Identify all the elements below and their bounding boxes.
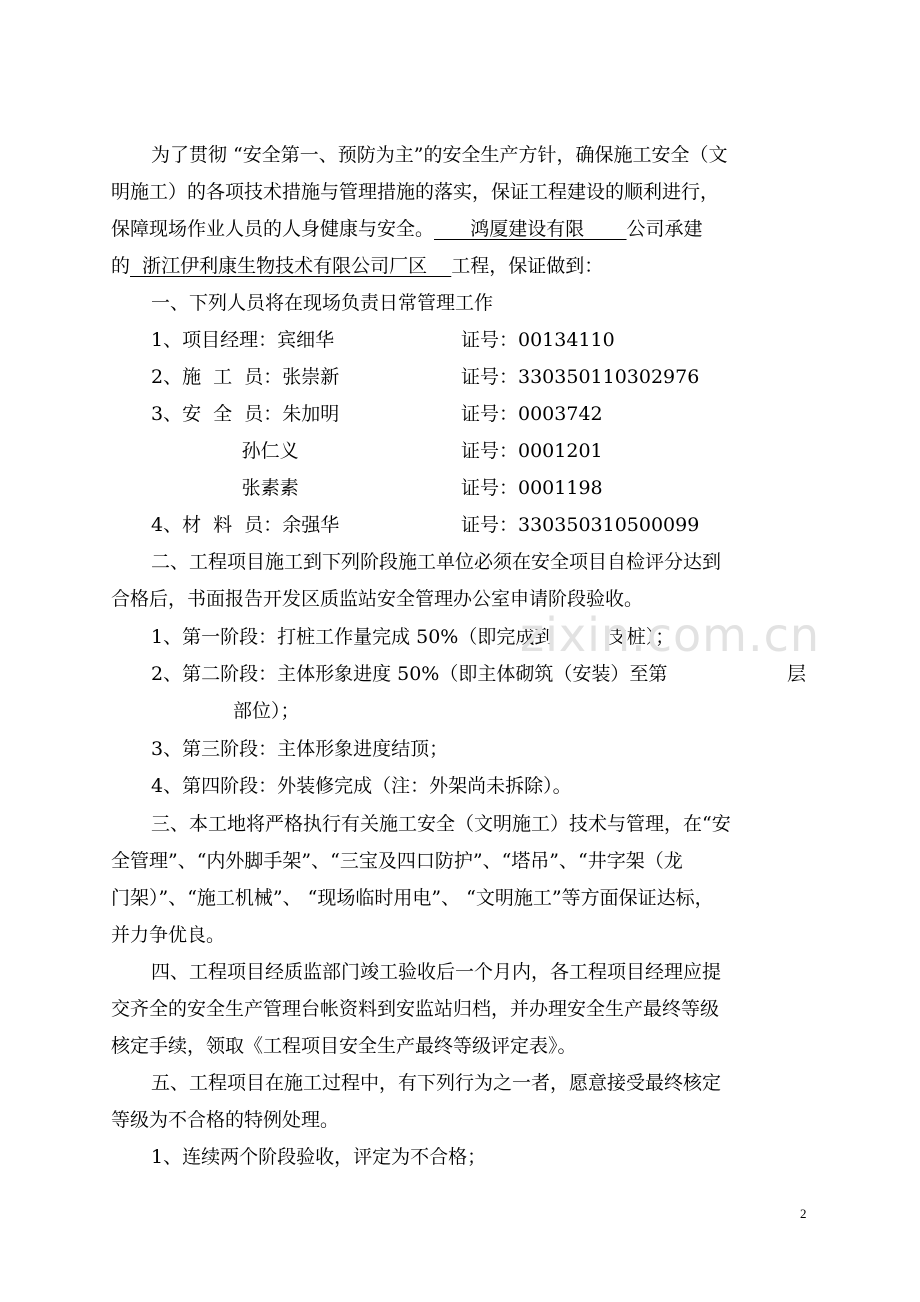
staff-role: 4、材 料 员：余强华 xyxy=(151,514,340,536)
intro-line-1: 为了贯彻 “安全第一、预防为主”的安全生产方针，确保施工安全（文 xyxy=(151,144,728,166)
staff-row xyxy=(151,400,791,428)
section5-item-1: 1、连续两个阶段验收，评定为不合格； xyxy=(151,1146,487,1168)
staff-cert: 证号：0003742 xyxy=(461,403,603,425)
project-name: 浙江伊利康生物技术有限公司厂区 xyxy=(130,255,452,277)
stage-2-floor: 层 xyxy=(786,663,806,685)
staff-cert: 证号：330350310500099 xyxy=(461,514,700,536)
section2-line-2: 合格后，书面报告开发区质监站安全管理办公室申请阶段验收。 xyxy=(111,588,644,610)
intro-line-4 xyxy=(111,252,826,280)
section3-line-1: 三、本工地将严格执行有关施工安全（文明施工）技术与管理，在“安 xyxy=(151,813,731,835)
staff-row xyxy=(151,474,791,502)
page-number: 2 xyxy=(800,1206,807,1221)
staff-row xyxy=(151,363,791,391)
staff-row xyxy=(151,511,791,539)
stage-2-continued: 部位）； xyxy=(233,700,300,722)
staff-cert: 证号：0001201 xyxy=(461,440,603,462)
section3-line-4: 并力争优良。 xyxy=(111,924,226,946)
staff-row xyxy=(151,326,791,354)
stage-3: 3、第三阶段：主体形象进度结顶； xyxy=(151,738,449,760)
section4-line-1: 四、工程项目经质监部门竣工验收后一个月内，各工程项目经理应提 xyxy=(151,961,722,983)
staff-role: 孙仁义 xyxy=(151,440,299,462)
staff-cert: 证号：0001198 xyxy=(461,477,603,499)
stage-4: 4、第四阶段：外装修完成（注：外架尚未拆除）。 xyxy=(151,775,572,797)
staff-role: 3、安 全 员：朱加明 xyxy=(151,403,340,425)
intro-line-3 xyxy=(111,215,826,243)
stage-2-text: 2、第二阶段：主体形象进度 50%（即主体砌筑（安装）至第 xyxy=(151,663,668,685)
intro-line-3-post: 公司承建 xyxy=(626,218,703,240)
staff-cert: 证号：330350110302976 xyxy=(461,366,700,388)
contractor-company-name: 鸿厦建设有限 xyxy=(434,218,627,240)
watermark: zixin.com.cn xyxy=(520,608,821,662)
staff-role: 2、施 工 员：张崇新 xyxy=(151,366,340,388)
stage-2 xyxy=(151,660,806,688)
section2-line-1: 二、工程项目施工到下列阶段施工单位必须在安全项目自检评分达到 xyxy=(151,551,722,573)
intro-line-2: 明施工）的各项技术措施与管理措施的落实，保证工程建设的顺利进行， xyxy=(111,181,720,203)
intro-line-4-pre: 的 xyxy=(111,255,131,277)
staff-role: 1、项目经理：宾细华 xyxy=(151,329,335,351)
staff-role: 张素素 xyxy=(151,477,299,499)
section3-line-2: 全管理”、“内外脚手架”、“三宝及四口防护”、“塔吊”、“井字架（龙 xyxy=(111,850,683,872)
intro-line-4-post: 工程，保证做到： xyxy=(451,255,604,277)
section1-title: 一、下列人员将在现场负责日常管理工作 xyxy=(151,292,494,314)
staff-cert: 证号：00134110 xyxy=(461,329,615,351)
section3-line-3: 门架）”、“施工机械”、 “现场临时用电”、 “文明施工”等方面保证达标， xyxy=(111,887,714,909)
section5-line-2: 等级为不合格的特例处理。 xyxy=(111,1109,340,1131)
section5-line-1: 五、工程项目在施工过程中，有下列行为之一者，愿意接受最终核定 xyxy=(151,1072,722,1094)
section4-line-2: 交齐全的安全生产管理台帐资料到安监站归档，并办理安全生产最终等级 xyxy=(111,998,720,1020)
staff-row xyxy=(151,437,791,465)
intro-line-3-pre: 保障现场作业人员的人身健康与安全。 xyxy=(111,218,435,240)
stage-1: 1、第一阶段：打桩工作量完成 50%（即完成到 支桩）； xyxy=(151,626,675,648)
section4-line-3: 核定手续，领取《工程项目安全生产最终等级评定表》。 xyxy=(111,1035,577,1057)
